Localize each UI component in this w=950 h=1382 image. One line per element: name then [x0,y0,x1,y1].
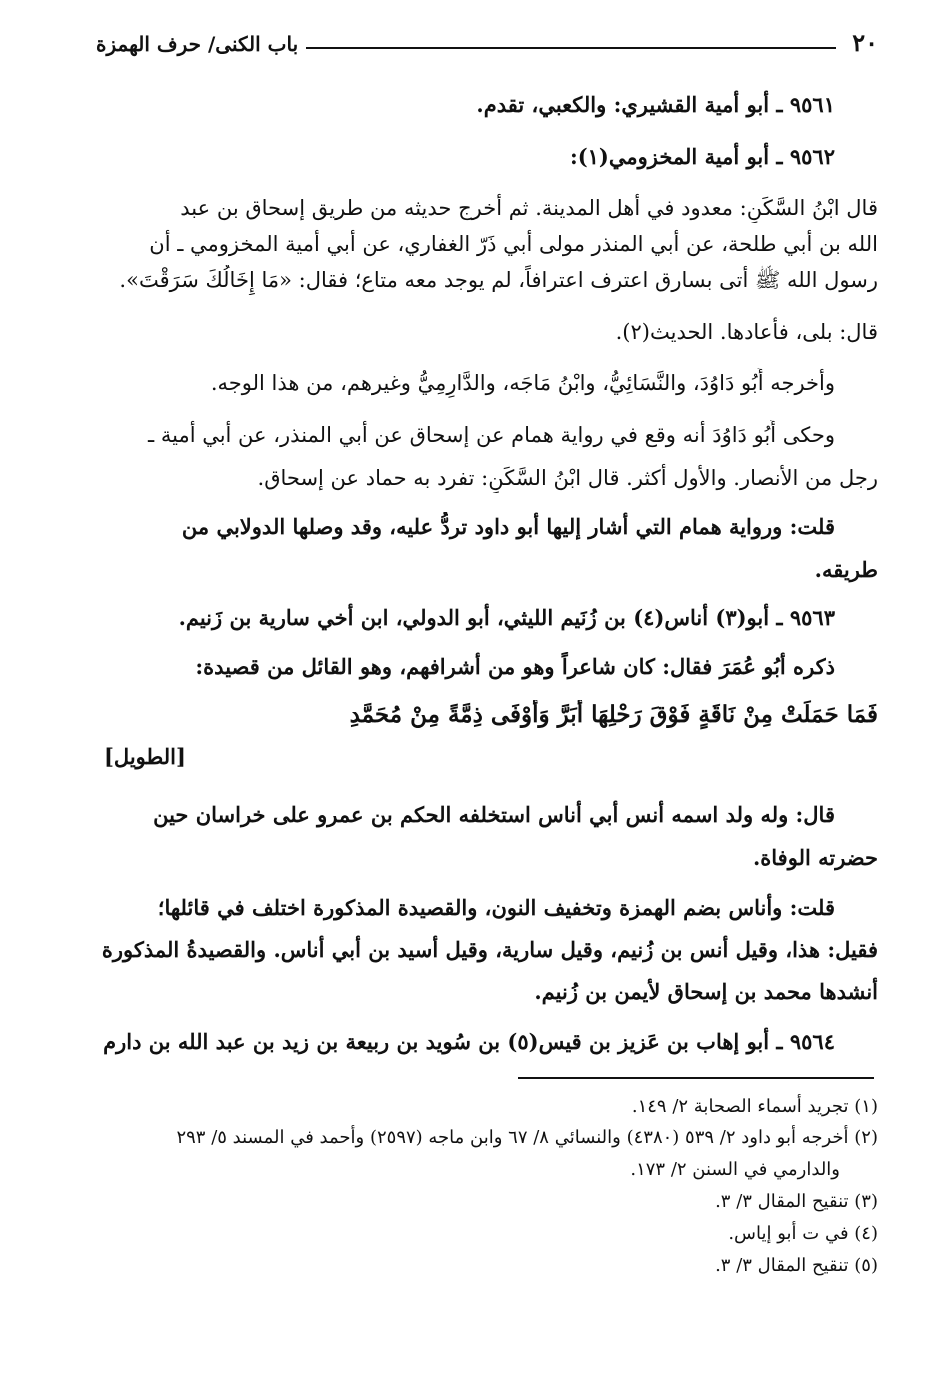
text-line: قال: وله ولد اسمه أنس أبي أناس استخلفه الحكم بن عمرو على خراسان حين [153,802,835,827]
verse-line: فَمَا حَمَلَتْ مِنْ نَاقَةٍ فَوْقَ رَحْلِهَا أبَرَّ وَأَوْفَى ذِمَّةً مِنْ مُحَمَّدِ [349,701,878,728]
text-line: قال ابْنُ السَّكَنِ: معدود في أهل المدينة. ثم أخرج حديثه من طريق إسحاق بن عبد [180,196,878,220]
running-title: باب الكنى/ حرف الهمزة [96,32,299,56]
text-line: قلت: ورواية همام التي أشار إليها أبو داود تردُّ عليه، وقد وصلها الدولابي من [181,514,835,539]
footnote-rule [518,1077,874,1079]
entry-heading-9563: ٩٥٦٣ ـ أبو(٣) أناس(٤) بن زُنَيم الليثي، أبو الدولي، ابن أخي سارية بن زَنيم. [178,605,835,630]
running-header [96,26,878,62]
text-line: حضرته الوفاة. [752,845,878,870]
footnote-4: (٤) في ت أبو إياس. [728,1223,878,1244]
entry-heading-9564: ٩٥٦٤ ـ أبو إهاب بن عَزيز بن قيس(٥) بن سُويد بن ربيعة بن زيد بن عبد الله بن دارم [103,1029,835,1054]
text-line: فقيل: هذا، وقيل أنس بن زُنيم، وقيل سارية، وقيل أسيد بن أبي أناس. والقصيدةُ المذكورة [101,937,878,962]
entry-heading-9562: ٩٥٦٢ ـ أبو أمية المخزومي(١): [569,144,835,169]
page-number: ٢٠ [852,28,878,57]
header-rule [306,47,836,49]
text-line: الله بن أبي طلحة، عن أبي المنذر مولى أبي ذَرّ الغفاري، عن أبي أمية المخزومي ـ أن [149,232,878,256]
entry-heading-9561: ٩٥٦١ ـ أبو أمية القشيري: والكعبي، تقدم. [476,92,835,117]
footnote-3: (٣) تنقيح المقال ٣/ ٣. [715,1191,878,1212]
text-line: أنشدها محمد بن إسحاق لأيمن بن زُنيم. [534,979,878,1004]
footnote-1: (١) تجريد أسماء الصحابة ٢/ ١٤٩. [631,1096,878,1117]
text-line: قال: بلى، فأعادها. الحديث(٢). [615,320,878,344]
meter-label: [الطويل] [104,744,186,769]
text-line: طريقه. [814,557,878,582]
text-line: رجل من الأنصار. والأول أكثر. قال ابْنُ السَّكَنِ: تفرد به حماد عن إسحاق. [257,466,878,490]
text-line: رسول الله ﷺ أتى بسارق اعترف اعترافاً، لم يوجد معه متاع؛ فقال: «مَا إِخَالُكَ سَرَقْتَ». [119,268,878,292]
footnote-2: (٢) أخرجه أبو داود ٢/ ٥٣٩ (٤٣٨٠) والنسائي ٨/ ٦٧ وابن ماجه (٢٥٩٧) وأحمد في المسند ٥/ ٢٩٣ [176,1127,878,1148]
text-line: ذكره أبُو عُمَرَ فقال: كان شاعراً وهو من أشرافهم، وهو القائل من قصيدة: [195,654,835,679]
text-line: وأخرجه أَبُو دَاوُدَ، والنَّسَائِيُّ، وابْنُ مَاجَه، والدَّارِمِيُّ وغيرهم، من هذا الوجه. [210,371,835,395]
text-line: قلت: وأناس بضم الهمزة وتخفيف النون، والقصيدة المذكورة اختلف في قائلها؛ [157,895,835,920]
footnote-2-continued: والدارمي في السنن ٢/ ١٧٣. [630,1159,840,1180]
text-line: وحكى أَبُو دَاوُدَ أنه وقع في رواية همام عن إسحاق عن أبي المنذر، عن أبي أمية ـ [148,423,835,447]
footnote-5: (٥) تنقيح المقال ٣/ ٣. [715,1255,878,1276]
